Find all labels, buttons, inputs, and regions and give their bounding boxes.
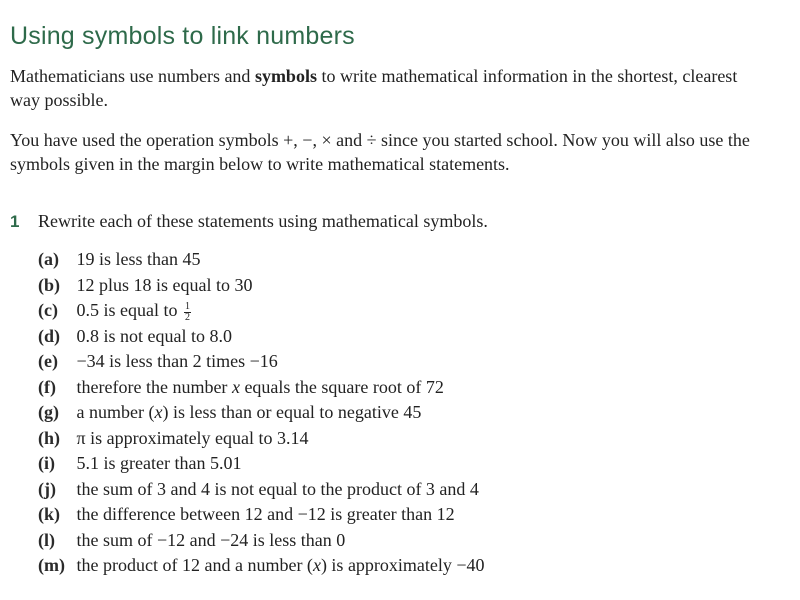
intro-text-end: to write mathematical information in the shortest, clearest way possible. bbox=[10, 66, 738, 110]
intro-paragraph-2: You have used the operation symbols +, −, × and ÷ since you started school. Now you will also use the symbols given in the margin below to write mathematical statements. bbox=[10, 130, 750, 174]
part-label: (d) bbox=[38, 325, 60, 346]
part-text-after: ) is less than or equal to negative 45 bbox=[162, 402, 422, 422]
part-j bbox=[38, 477, 485, 503]
part-text-before: the product of 12 and a number ( bbox=[76, 555, 313, 575]
part-text: 0.5 is equal to bbox=[76, 300, 178, 320]
part-i bbox=[38, 451, 485, 477]
part-text: 5.1 is greater than 5.01 bbox=[76, 453, 242, 473]
part-text: 19 is less than 45 bbox=[76, 249, 201, 269]
part-text-after: equals the square root of 72 bbox=[239, 376, 444, 397]
part-label: (c) bbox=[38, 300, 58, 320]
part-h bbox=[38, 426, 485, 452]
question-prompt: Rewrite each of these statements using mathematical symbols. bbox=[38, 211, 488, 231]
part-f bbox=[38, 375, 485, 401]
part-label: (b) bbox=[38, 274, 60, 295]
part-label: (g) bbox=[38, 402, 59, 422]
part-g bbox=[38, 400, 485, 426]
question-number: 1 bbox=[10, 212, 20, 231]
part-a bbox=[38, 247, 485, 273]
part-text: π is approximately equal to 3.14 bbox=[76, 427, 309, 448]
question-1 bbox=[10, 209, 770, 234]
part-text bbox=[77, 400, 422, 426]
part-k bbox=[38, 502, 485, 528]
variable-x: x bbox=[312, 555, 321, 575]
part-text-before: a number ( bbox=[76, 402, 155, 422]
variable-x: x bbox=[231, 376, 240, 397]
part-text: the difference between 12 and −12 is greater than 12 bbox=[76, 504, 455, 524]
fraction-numerator: 1 bbox=[185, 301, 190, 312]
part-m bbox=[38, 553, 485, 579]
part-text: 12 plus 18 is equal to 30 bbox=[76, 274, 253, 295]
part-text: the sum of 3 and 4 is not equal to the product of 3 and 4 bbox=[76, 478, 479, 499]
part-text-before: therefore the number bbox=[76, 376, 232, 397]
part-label: (j) bbox=[38, 478, 56, 499]
intro-text-start: Mathematicians use numbers and bbox=[10, 66, 255, 86]
part-b bbox=[38, 273, 485, 299]
part-text: 0.8 is not equal to 8.0 bbox=[76, 325, 232, 346]
page-title: Using symbols to link numbers bbox=[10, 22, 355, 50]
fraction-one-half bbox=[184, 302, 191, 323]
part-label: (i) bbox=[38, 453, 55, 473]
fraction-denominator: 2 bbox=[185, 312, 190, 323]
part-text bbox=[77, 553, 485, 579]
part-e bbox=[38, 349, 485, 375]
part-text: −34 is less than 2 times −16 bbox=[76, 351, 278, 371]
part-label: (l) bbox=[38, 529, 55, 550]
part-label: (a) bbox=[38, 249, 59, 269]
part-text-after: ) is approximately −40 bbox=[320, 555, 485, 575]
part-label: (e) bbox=[38, 351, 58, 371]
part-label: (k) bbox=[38, 504, 60, 524]
variable-x: x bbox=[154, 402, 163, 422]
question-parts-list bbox=[38, 247, 485, 579]
part-c bbox=[38, 298, 485, 324]
intro-paragraph-1 bbox=[10, 64, 770, 112]
part-label: (f) bbox=[38, 376, 56, 397]
symbols-keyword: symbols bbox=[254, 66, 317, 86]
part-text bbox=[77, 375, 444, 401]
part-label: (h) bbox=[38, 427, 60, 448]
part-label: (m) bbox=[38, 555, 65, 575]
part-d bbox=[38, 324, 485, 350]
part-l bbox=[38, 528, 485, 554]
part-text: the sum of −12 and −24 is less than 0 bbox=[76, 529, 346, 550]
